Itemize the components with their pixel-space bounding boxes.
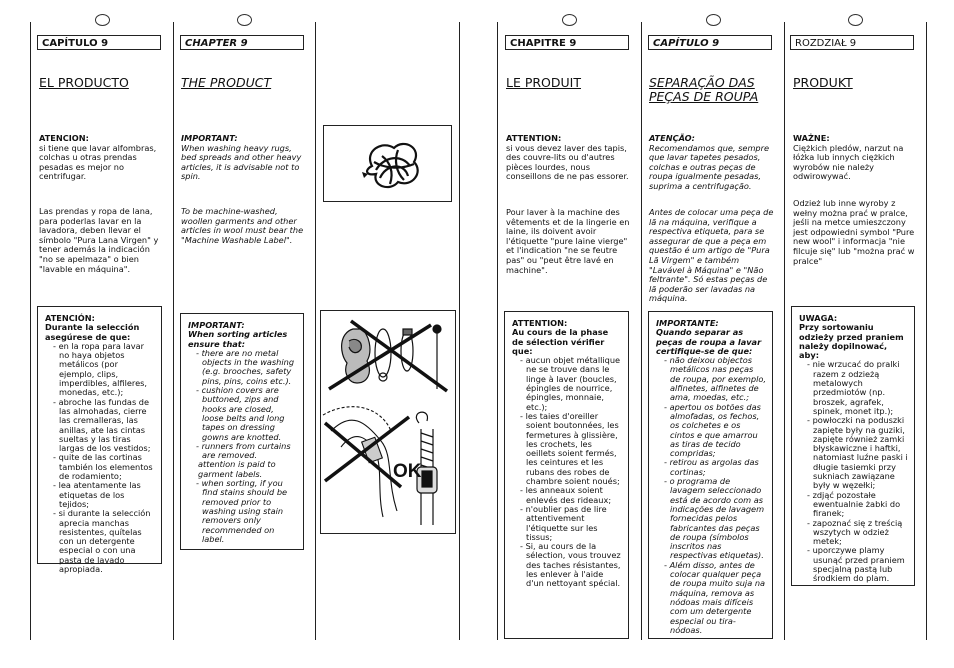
binder-hole-icon: [95, 14, 110, 26]
column-divider: [459, 22, 460, 640]
wool-note-pt: Antes de colocar uma peça de lã na máquina, verifique a respectiva etiqueta, para se assegurar de que a peça em questão é um artigo de "Pura Lã Virgem" e também "Lavável à Máquina" e "Não feltrante". Só estas peças de lã poderão ser lavadas na máquina.: [649, 207, 774, 304]
column-divider: [30, 22, 31, 640]
binder-hole-icon: [706, 14, 721, 26]
warning-pt: [649, 134, 776, 192]
warning-text-fr: si vous devez laver des tapis, des couvre-lits ou d'autres pièces lourdes, nous conseillons de ne pas essorer.: [506, 142, 629, 182]
list-item: - Além disso, antes de colocar qualquer peça de roupa muito suja na máquina, remova as nódoas mais difíceis com um detergente especial ou tira-nódoas.: [664, 561, 766, 635]
list-item: - n'oublier pas de lire attentivement l'étiquette sur les tissus;: [520, 505, 622, 542]
binder-hole-icon: [237, 14, 252, 26]
list-item: - aucun objet métallique ne se trouve dans le linge à laver (boucles, épingles de nourrice, épingles, monnaie, etc.);: [520, 356, 622, 412]
wool-symbol-figure: [323, 125, 452, 202]
warning-en: [181, 134, 307, 182]
wool-note-fr: Pour laver à la machine des vêtements et de la lingerie en laine, ils doivent avoir l'étiquette "pure laine vierge" et l'indication "ne se feutre pas" ou "peut être lavé en machine".: [506, 207, 630, 275]
list-item: - nie wrzucać do pralki razem z odzieżą metalowych przedmiotów (np. broszek, agrafek, spinek, monet itp.);: [807, 360, 908, 416]
box-list-pl: [799, 360, 908, 583]
ok-label: OK: [393, 461, 422, 482]
warning-pl: [793, 134, 918, 182]
box-heading-fr: ATTENTION: Au cours de la phase de sélection vérifier que:: [512, 318, 609, 356]
warning-label-fr: ATTENTION:: [506, 133, 562, 143]
column-divider: [315, 22, 316, 640]
list-item: - o programa de lavagem seleccionado está de acordo com as indicações de lavagem fornecidas pelos fabricantes das peças de roupa (símbolos inscritos nas respectivas etiquetas).: [664, 477, 766, 561]
binder-hole-icon: [562, 14, 577, 26]
list-item: - Si, au cours de la sélection, vous trouvez des taches résistantes, les enlever à l'aide d'un nettoyant spécial.: [520, 542, 622, 588]
list-item: - powłoczki na poduszki zapięte były na guziki, zapięte również zamki błyskawiczne i haftki, natomiast luźne paski i długie tasiemki przy sukniach zawiązane były w węzełki;: [807, 416, 908, 490]
warning-text-pt: Recomendamos que, sempre que lavar tapetes pesados, colchas e outras peças de roupa igualmente pesadas, suprima a centrifugação.: [649, 142, 770, 191]
list-item: attention is paid to garment labels.: [198, 459, 276, 479]
sorting-box-fr: [504, 311, 629, 639]
section-title-en: THE PRODUCT: [181, 75, 272, 90]
wool-note-pl: Odzież lub inne wyroby z wełny można prać w pralce, jeśli na metce umieszczony jest odpowiedni symbol "Pure new wool" i informacja "nie filcuje się" lub "można prać w pralce": [793, 198, 915, 266]
list-item: - lea atentamente las etiquetas de los tejidos;: [53, 481, 155, 509]
list-item: - apertou os botões das almofadas, os fechos, os colchetes e os cintos e que amarrou as tiras de tecido compridas;: [664, 403, 766, 459]
column-divider: [173, 22, 174, 640]
sorting-box-es: [37, 306, 162, 575]
warning-label-pt: ATENÇÃO:: [649, 133, 695, 143]
list-item: - cushion covers are buttoned, zips and hooks are closed, loose belts and long tapes on dressing gowns are knotted.: [196, 386, 297, 442]
wool-note-es: Las prendas y ropa de lana, para poderlas lavar en la lavadora, deben llevar el símbolo "Pura Lana Virgen" y tener además la indicación "no se apelmaza" o bien "lavable en máquina".: [39, 206, 159, 274]
warning-label-en: IMPORTANT:: [181, 133, 238, 143]
box-heading-pl: UWAGA: Przy sortowaniu odzieży przed praniem należy dopilnować, aby:: [799, 313, 904, 361]
warning-text-es: si tiene que lavar alfombras, colchas u otras prendas pesadas es mejor no centrifugar.: [39, 142, 157, 182]
list-item: - quite de las cortinas también los elementos de rodamiento;: [53, 453, 155, 481]
warning-text-pl: Ciężkich pledów, narzut na łóżka lub innych ciężkich wyrobów nie należy odwirowywać.: [793, 142, 904, 182]
chapter-header-fr: CHAPITRE 9: [505, 35, 629, 50]
box-list-pt: [656, 356, 766, 635]
section-title-fr: LE PRODUIT: [506, 75, 581, 90]
list-item: - abroche las fundas de las almohadas, cierre las cremalleras, las anillas, ate las cintas sueltas y las tiras largas de los vestidos;: [53, 398, 155, 454]
section-title-pl: PRODUKT: [793, 75, 853, 90]
section-title-pt: SEPARAÇÃO DAS PEÇAS DE ROUPA: [649, 75, 759, 104]
list-item: - les anneaux soient enlevés des rideaux;: [520, 486, 622, 505]
list-item: - retirou as argolas das cortinas;: [664, 458, 766, 477]
chapter-header-es: CAPÍTULO 9: [37, 35, 161, 50]
list-item: - não deixou objectos metálicos nas peças de roupa, por exemplo, alfinetes, alfinetes de ama, moedas, etc.;: [664, 356, 766, 402]
column-divider: [926, 22, 927, 640]
box-heading-en: IMPORTANT: When sorting articles ensure that:: [188, 320, 288, 349]
box-heading-pt: IMPORTANTE: Quando separar as peças de roupa a lavar certifique-se de que:: [656, 318, 762, 356]
binder-hole-icon: [848, 14, 863, 26]
no-metal-objects-icon: [321, 311, 455, 533]
list-item: - runners from curtains are removed.: [196, 442, 297, 461]
warning-es: [39, 134, 163, 182]
pure-wool-icon: [324, 126, 451, 201]
box-list-es: [45, 342, 155, 574]
column-divider: [497, 22, 498, 640]
column-divider: [641, 22, 642, 640]
warning-label-pl: WAŻNE:: [793, 133, 830, 143]
chapter-header-pl: ROZDZIAŁ 9: [790, 35, 914, 50]
list-item: - there are no metal objects in the washing (e.g. brooches, safety pins, pins, coins etc.).: [196, 349, 297, 386]
warning-text-en: When washing heavy rugs, bed spreads and other heavy articles, it is advisable not to spin.: [181, 142, 302, 182]
column-divider: [784, 22, 785, 640]
sorting-box-en: [180, 313, 304, 550]
box-list-en: [188, 349, 297, 544]
list-item: - zapoznać się z treścią wszytych w odzież metek;: [807, 519, 908, 547]
list-item: - en la ropa para lavar no haya objetos metálicos (por ejemplo, clips, imperdibles, alfileres, monedas, etc.);: [53, 342, 155, 398]
warning-fr: [506, 134, 632, 182]
list-item: - uporczywe plamy usunąć przed praniem specjalną pastą lub środkiem do plam.: [807, 546, 908, 583]
sorting-objects-figure: [320, 310, 456, 534]
sorting-box-pt: [648, 311, 773, 639]
list-item: - zdjąć pozostałe ewentualnie żabki do firanek;: [807, 491, 908, 519]
box-list-fr: [512, 356, 622, 588]
box-heading-es: ATENCIÓN: Durante la selección asegúrese de que:: [45, 313, 140, 342]
wool-note-en: To be machine-washed, woollen garments and other articles in wool must bear the "Machine Washable Label".: [181, 206, 304, 245]
section-title-es: EL PRODUCTO: [39, 75, 129, 90]
sorting-box-pl: [791, 306, 915, 586]
chapter-header-pt: CAPÍTULO 9: [648, 35, 772, 50]
chapter-header-en: CHAPTER 9: [180, 35, 304, 50]
list-item: - when sorting, if you find stains should be removed prior to washing using stain removers only recommended on label.: [196, 479, 297, 544]
warning-label-es: ATENCION:: [39, 133, 89, 143]
list-item: - les taies d'oreiller soient boutonnées, les fermetures à glissière, les crochets, les oeillets soient fermés, les ceintures et les rubans des robes de chambre soient noués;: [520, 412, 622, 486]
list-item: - si durante la selección aprecia manchas resistentes, quítelas con un detergente especial o con una pasta de lavado apropiada.: [53, 509, 155, 574]
